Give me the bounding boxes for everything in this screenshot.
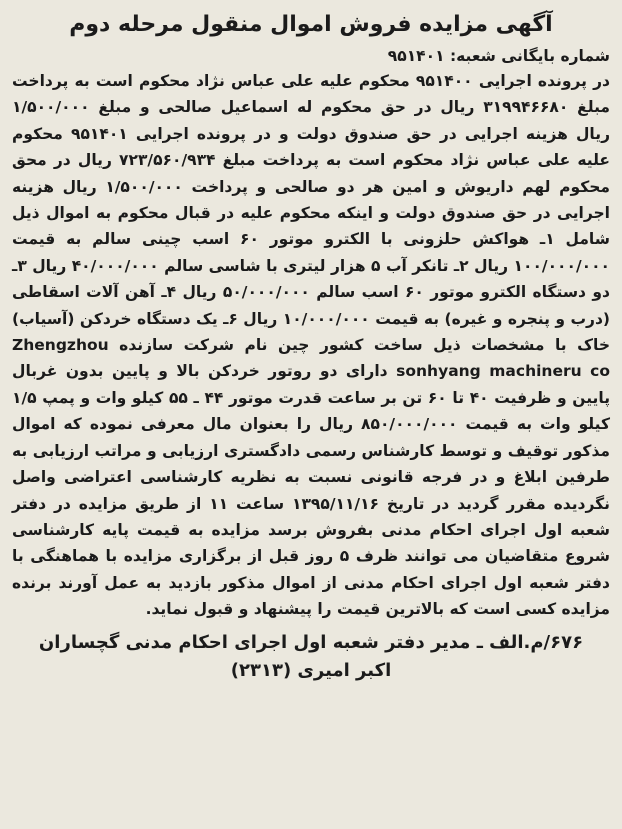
notice-body: در پرونده اجرایی ۹۵۱۴۰۰ محکوم علیه علی عباس نژاد محکوم است به پرداخت مبلغ ۳۱۹۹۴۶۶۸۰ ریال در حق محکوم له اسماعیل صالحی و مبلغ ۱/۵۰۰/۰۰۰ ریال هزینه اجرایی در حق صندوق دولت و در پرونده اجرایی ۹۵۱۴۰۱ محکوم علیه علی عباس نژاد محکوم است به پرداخت مبلغ ۷۲۳/۵۶۰/۹۳۴ ریال در محق محکوم لهم داریوش و امین هر دو صالحی و پرداخت ۱/۵۰۰/۰۰۰ ریال هزینه اجرایی در حق صندوق دولت و اینکه محکوم علیه در قبال محکوم به اموال ذیل شامل ۱ـ هواکش حلزونی با الکترو موتور ۶۰ اسب چینی سالم به قیمت ۱۰۰/۰۰۰/۰۰۰ ریال ۲ـ تانکر آب ۵ هزار لیتری با شاسی سالم ۴۰/۰۰۰/۰۰۰ ریال ۳ـ دو دستگاه الکترو موتور ۶۰ اسب سالم ۵۰/۰۰۰/۰۰۰ ریال ۴ـ آهن آلات اسقاطی (درب و پنجره و غیره) به قیمت ۱۰/۰۰۰/۰۰۰ ریال ۶ـ یک دستگاه خردکن (آسیاب) خاک با مشخصات ذیل ساخت کشور چین نام شرکت سازنده Zhengzhou sonhyang machineru co دارای دو روتور خردکن بالا و پایین بدون غربال پایین و ظرفیت ۴۰ تا ۶۰ تن بر ساعت قدرت موتور ۴۴ ـ ۵۵ کیلو وات و پمپ ۱/۵ کیلو وات به قیمت ۸۵۰/۰۰۰/۰۰۰ ریال را بعنوان مال معرفی نموده که اموال مذکور توقیف و توسط کارشناس رسمی دادگستری ارزیابی و مراتب ارزیابی به طرفین ابلاغ و در فرجه قانونی نسبت به نظریه کارشناسی اعتراضی واصل نگردیده مقرر گردید در تاریخ ۱۳۹۵/۱۱/۱۶ ساعت ۱۱ از طریق مزایده در دفتر شعبه اول اجرای احکام مدنی بفروش برسد مزایده به قیمت پایه کارشناسی شروع متقاضیان می توانند ظرف ۵ روز قبل از برگزاری مزایده با هماهنگی با دفتر شعبه اول اجرای احکام مدنی از اموال مذکور بازدید به عمل آورند برنده مزایده کسی است که بالاترین قیمت را پیشنهاد و قبول نماید. (12, 72, 611, 619)
case-number: شماره بایگانی شعبه: ۹۵۱۴۰۱ (387, 47, 610, 65)
notice-title: آگهی مزایده فروش اموال منقول مرحله دوم (69, 12, 553, 37)
signatory-title: ۶۷۶/م.الف ـ مدیر دفتر شعبه اول اجرای احکام مدنی گچساران (38, 631, 584, 653)
notice-footer (12, 629, 610, 685)
signatory-name: اکبر امیری (۲۳۱۳) (230, 659, 392, 681)
